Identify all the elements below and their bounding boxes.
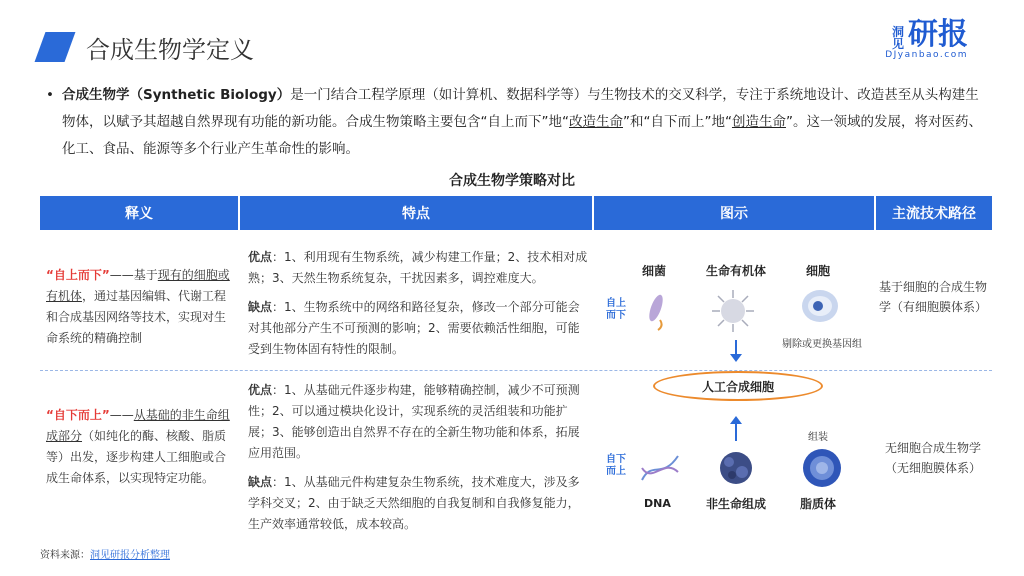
- intro-term: 合成生物学: [62, 87, 130, 103]
- row1-route: 基于细胞的合成生物学（有细胞膜体系）: [878, 280, 987, 314]
- top-down-label: 自上而下: [606, 298, 626, 321]
- label-organism: 生命有机体: [706, 264, 767, 278]
- bottom-up-label: 自下而上: [606, 454, 626, 477]
- header-illustration: 图示: [594, 196, 876, 230]
- row1-def-label: “自上而下”: [46, 268, 110, 282]
- artificial-cell-label: 人工合成细胞: [701, 379, 774, 394]
- row2-features: [248, 380, 588, 535]
- header-route: 主流技术路径: [892, 206, 976, 222]
- source-label: 资料来源：: [40, 550, 90, 561]
- intro-link-create-life: 创造生命: [731, 114, 786, 130]
- row1-dis-label: 缺点: [248, 300, 273, 314]
- organism-icon: [708, 286, 758, 336]
- label-liposome: 脂质体: [800, 497, 837, 511]
- row2-definition: [46, 405, 232, 489]
- intro-text-2: ”和“自下而上”地“: [622, 114, 732, 130]
- non-living-components-icon: [714, 446, 758, 490]
- row2-advantages: [248, 380, 588, 464]
- table-title: 合成生物学策略对比: [449, 173, 575, 189]
- label-dna: DNA: [644, 497, 671, 510]
- dna-icon: [640, 450, 680, 486]
- title-accent-mark: [35, 32, 76, 62]
- intro-link-modify-life: 改造生命: [568, 114, 623, 130]
- label-non-living: 非生命组成: [706, 497, 767, 511]
- logo: [885, 17, 968, 60]
- table-header: [40, 196, 992, 230]
- logo-big-text: 研报: [908, 17, 968, 52]
- row2-disadvantages: [248, 472, 588, 535]
- logo-small-text: 洞见: [892, 25, 905, 51]
- artificial-cell-ellipse: [653, 371, 823, 401]
- arrow-up: [735, 423, 737, 441]
- source-link[interactable]: 洞见研报分析整理: [90, 550, 170, 561]
- row2-def-dash: ——: [109, 408, 134, 422]
- row2-adv-label: 优点: [248, 383, 273, 397]
- intro-paragraph: [46, 82, 986, 163]
- row1-definition: [46, 265, 232, 349]
- remove-genome-note: 剔除或更换基因组: [782, 339, 862, 350]
- label-bacteria: 细菌: [642, 264, 667, 278]
- row2-def-label: “自下而上”: [46, 408, 110, 422]
- row1-def-underlined: 现有的细胞或有机体: [46, 268, 230, 303]
- row1-def-rest: ，通过基因编辑、代谢工程和合成基因网络等技术，实现对生命系统的精确控制: [46, 289, 227, 345]
- source-note: [40, 546, 170, 561]
- label-cell: 细胞: [806, 264, 831, 278]
- row1-dis-text: ：1、生物系统中的网络和路径复杂，修改一个部分可能会对其他部分产生不可预测的影响；2、需要依赖活性细胞，可能受到生物体固有特性的限制。: [248, 300, 580, 356]
- bacteria-icon: [638, 288, 674, 332]
- row1-advantages: [248, 247, 588, 289]
- row1-features: [248, 247, 588, 360]
- row1-adv-label: 优点: [248, 250, 273, 264]
- row2-dis-label: 缺点: [248, 475, 273, 489]
- row2-adv-text: ：1、从基础元件逐步构建，能够精确控制，减少不可预测性；2、可以通过模块化设计，实现系统的灵活组装和功能扩展；3、能够创造出自然界不存在的全新生物功能和体系，拓展应用范围。: [248, 383, 580, 460]
- cell-icon: [800, 286, 840, 326]
- row2-def-rest: （如纯化的酶、核酸、脂质等）出发，逐步构建人工细胞或合成生命体系，以实现特定功能。: [46, 429, 227, 485]
- header-definition: 释义: [40, 196, 240, 230]
- liposome-icon: [800, 446, 844, 490]
- header-features: 特点: [240, 196, 594, 230]
- bullet-dot: •: [46, 87, 54, 103]
- row1-adv-text: ：1、利用现有生物系统，减少构建工作量；2、技术相对成熟；3、天然生物系统复杂，干扰因素多，调控难度大。: [248, 250, 588, 285]
- strategy-diagram: [596, 240, 874, 545]
- row1-disadvantages: [248, 297, 588, 360]
- row1-def-dash: ——基于: [109, 268, 158, 282]
- row2-dis-text: ：1、从基础元件构建复杂生物系统，技术难度大，涉及多学科交叉；2、由于缺乏天然细胞的自我复制和自我修复能力，生产效率通常较低，成本较高。: [248, 475, 580, 531]
- logo-url: DJyanbao.com: [885, 50, 968, 60]
- row2-route: 无细胞合成生物学（无细胞膜体系）: [884, 441, 981, 475]
- intro-text-1: 是一门结合工程学原理（如计算机、数据科学等）与生物技术的交叉科学，专注于系统地设计、改造甚至从头构建生物体，以赋予其超越自然界现有功能的新功能。合成生物策略主要包含“自上而下”地“: [62, 87, 979, 130]
- title-bar: [40, 30, 254, 64]
- intro-term-en: （Synthetic Biology）: [129, 87, 291, 103]
- assemble-note: 组装: [808, 432, 828, 443]
- arrow-down-head-icon: [730, 354, 742, 362]
- page-title: 合成生物学定义: [86, 35, 254, 64]
- intro-text-3: ”。这一领域的发展，将对医药、化工、食品、能源等多个行业产生革命性的影响。: [62, 114, 982, 157]
- row2-def-underlined: 从基础的非生命组成部分: [46, 408, 230, 443]
